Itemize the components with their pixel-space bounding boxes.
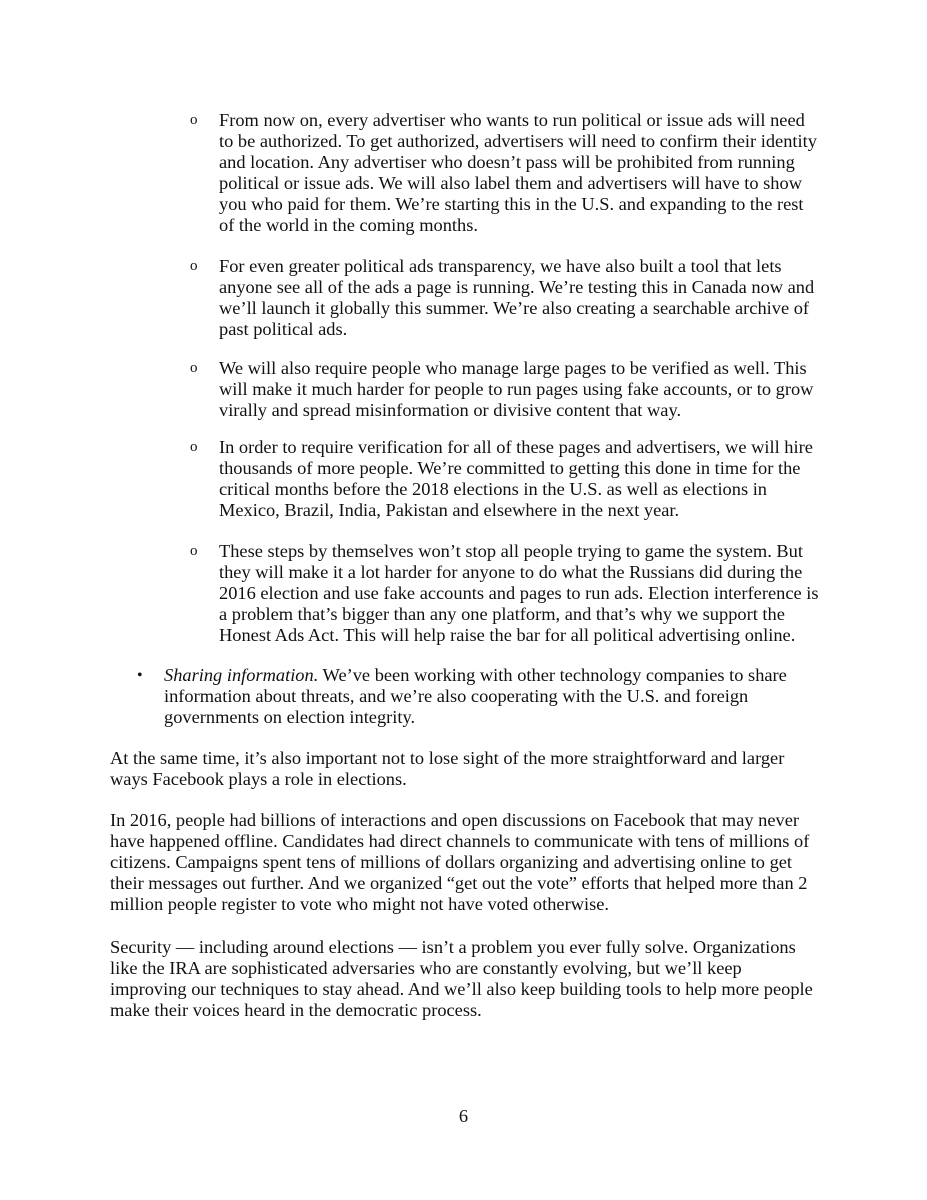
paragraph-2016-interactions: In 2016, people had billions of interactions and open discussions on Facebook that may never have happened offline. Candidates had direct channels to communicate with tens of millions of citizens. Campaigns spent tens of millions of dollars organizing and advertising online to get their messages out further. And we organized “get out the vote” efforts that helped more than 2 million people register to vote who might not have voted otherwise. xyxy=(110,810,810,914)
sub-bullet-marker: o xyxy=(190,360,198,376)
sub-bullet-text-transparency: For even greater political ads transparency, we have also built a tool that lets anyone see all of the ads a page is running. We’re testing this in Canada now and we’ll launch it globally this summer. We’re also creating a searchable archive of past political ads. xyxy=(219,256,815,339)
sub-bullet-text-hiring: In order to require verification for all of these pages and advertisers, we will hire thousands of more people. We’re committed to getting this done in time for the critical months before the 2018 elections in the U.S. as well as elections in Mexico, Brazil, India, Pakistan and elsewhere in the next year. xyxy=(219,437,813,520)
bullet-marker: • xyxy=(137,667,143,684)
sub-bullet-marker: o xyxy=(190,112,198,128)
sub-bullet-marker: o xyxy=(190,258,198,274)
bullet-title: Sharing information. xyxy=(164,665,319,685)
bullet-text: We’ve been working with other technology companies to share information about threats, and we’re also cooperating with the U.S. and foreign governments on election integrity. xyxy=(164,665,787,727)
paragraph-elections-role: At the same time, it’s also important not to lose sight of the more straightforward and larger ways Facebook plays a role in elections. xyxy=(110,748,785,789)
page-number: 6 xyxy=(458,1106,469,1126)
sub-bullet-text-verification: We will also require people who manage large pages to be verified as well. This will make it much harder for people to run pages using fake accounts, or to grow virally and spread misinformation or divisive content that way. xyxy=(219,358,814,420)
bullet-sharing-information xyxy=(164,665,814,728)
sub-bullet-marker: o xyxy=(190,439,198,455)
sub-bullet-text-authorization: From now on, every advertiser who wants to run political or issue ads will need to be authorized. To get authorized, advertisers will need to confirm their identity and location. Any advertiser who doesn’t pass will be prohibited from running political or issue ads. We will also label them and advertisers will have to show you who paid for them. We’re starting this in the U.S. and expanding to the rest of the world in the coming months. xyxy=(219,110,817,235)
paragraph-security: Security — including around elections — isn’t a problem you ever fully solve. Organizations like the IRA are sophisticated adversaries who are constantly evolving, but we’ll keep improving our techniques to stay ahead. And we’ll also keep building tools to help more people make their voices heard in the democratic process. xyxy=(110,937,813,1020)
sub-bullet-text-honest-ads: These steps by themselves won’t stop all people trying to game the system. But they will make it a lot harder for anyone to do what the Russians did during the 2016 election and use fake accounts and pages to run ads. Election interference is a problem that’s bigger than any one platform, and that’s why we support the Honest Ads Act. This will help raise the bar for all political advertising online. xyxy=(219,541,819,645)
sub-bullet-marker: o xyxy=(190,543,198,559)
